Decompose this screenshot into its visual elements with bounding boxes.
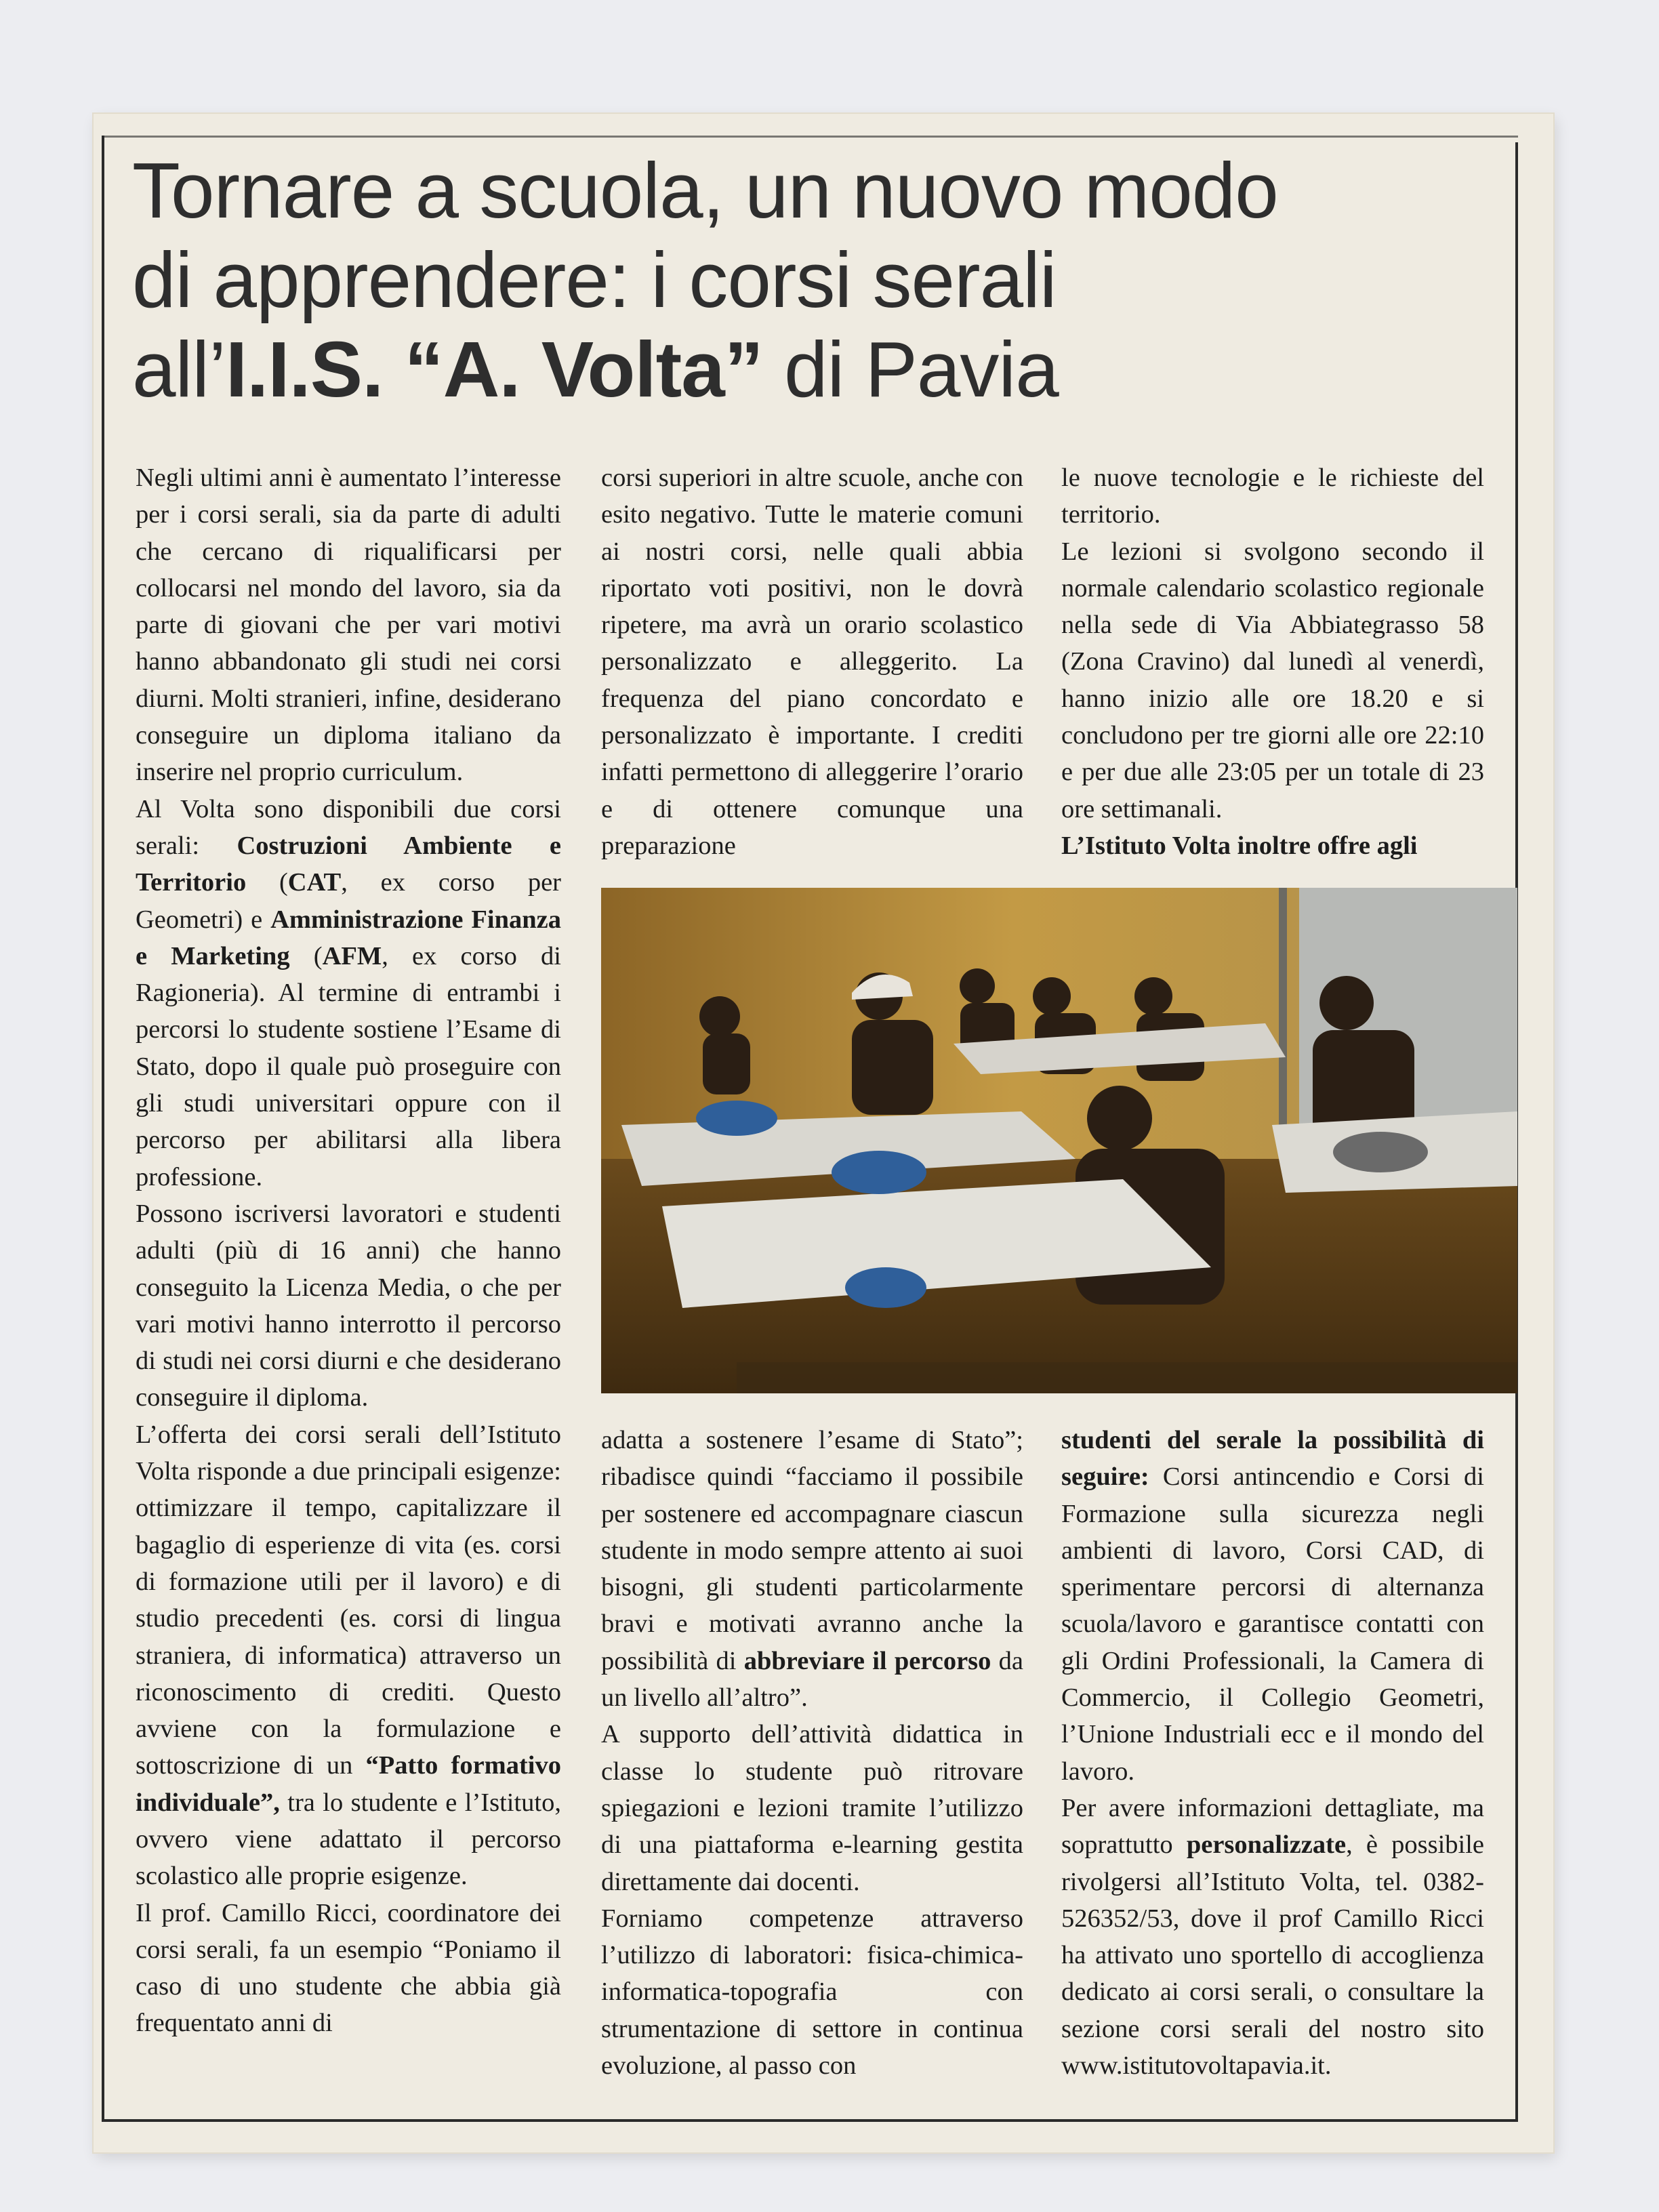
article-column-2-bottom xyxy=(601,1422,1023,2084)
classroom-photo xyxy=(601,888,1517,1393)
paragraph-coordinator: Il prof. Camillo Ricci, coordinatore dei corsi serali, fa un esempio “Poniamo il caso di uno studente che abbia già frequentato anni di xyxy=(136,1898,561,2038)
patto-formativo: “Patto formativo individuale”, xyxy=(136,1751,561,1817)
highlight-personalized: personalizzate xyxy=(1186,1830,1347,1860)
paragraph-contact xyxy=(1061,1790,1484,2084)
highlight-abbreviate: abbreviare il percorso xyxy=(743,1646,991,1675)
paragraph-labs: Forniamo competenze attraverso l’utilizzo di laboratori: fisica-chimica-informatica-topografia con strumentazione di settore in continua evoluzione, al passo con xyxy=(601,1904,1023,2081)
article-column-2-top xyxy=(601,459,1023,864)
text-run: Per avere informazioni dettagliate, ma soprattutto xyxy=(1061,1793,1484,1860)
course-name-cat: Costruzioni Ambiente e Territorio xyxy=(136,831,562,897)
text-run: da un livello all’altro”. xyxy=(601,1646,1023,1713)
text-run: , ex corso di Ragioneria). Al termine di entrambi i percorsi lo studente sostiene l’Esame di Stato, dopo il quale può proseguire con gli studi universitari oppure con il percorso per abilitarsi alla libera professione. xyxy=(136,941,561,1191)
frame-rule-left xyxy=(102,136,104,2121)
classroom-illustration xyxy=(601,888,1517,1393)
paragraph-intro: Negli ultimi anni è aumentato l’interesse per i corsi serali, sia da parte di adulti che cercano di riqualificarsi per collocarsi nel mondo del lavoro, sia da parte di giovani che per vari motivi hanno abbandonato gli studi nei corsi diurni. Molti stranieri, infine, desiderano conseguire un diploma italiano da inserire nel proprio curriculum. xyxy=(136,464,561,787)
headline-line-1: Tornare a scuola, un nuovo modo xyxy=(132,146,1278,234)
paragraph-technology: le nuove tecnologie e le richieste del territorio. xyxy=(1061,464,1484,529)
paragraph-credits: corsi superiori in altre scuole, anche con esito negativo. Tutte le materie comuni ai nostri corsi, nelle quali abbia riportato voti positivi, non le dovrà ripetere, ma avrà un orario scolastico personalizzato e alleggerito. La frequenza del piano concordato e personalizzato è importante. I crediti infatti permettono di alleggerire l’orario e di ottenere comunque una preparazione xyxy=(601,464,1023,860)
course-code-afm: AFM xyxy=(322,941,382,970)
paragraph-quote-end xyxy=(601,1422,1023,1716)
headline-school-name: I.I.S. “A. Volta” xyxy=(225,325,763,413)
headline-prefix: all’ xyxy=(132,325,226,413)
paragraph-offer-lead xyxy=(1061,827,1484,864)
paragraph-extra-courses xyxy=(1061,1422,1484,1790)
paragraph-courses xyxy=(136,791,561,1195)
article-headline xyxy=(132,146,1488,414)
text-run: , è possibile rivolgersi all’Istituto Volta, tel. 0382-526352/53, dove il prof Camillo Ricci ha attivato uno sportello di accoglienza dedicato ai corsi serali, o consultare la sezione corsi serali del nostro sito www.istitutovoltapavia.it. xyxy=(1061,1830,1484,2081)
text-run: adatta a sostenere l’esame di Stato”; ribadisce quindi “facciamo il possibile per sostenere ed accompagnare ciascun studente in modo sempre attento ai suoi bisogni, gli studenti particolarmente bravi e motivati avranno anche la possibilità di xyxy=(601,1426,1023,1675)
course-name-afm: Amministrazione Finanza e Marketing xyxy=(136,905,561,970)
headline-suffix: di Pavia xyxy=(762,325,1059,413)
text-run: ( xyxy=(246,868,288,897)
text-run: , ex corso per Geometri) e xyxy=(136,868,561,934)
offer-lead-bold: L’Istituto Volta inoltre offre agli xyxy=(1061,831,1418,860)
paragraph-elearning: A supporto dell’attività didattica in classe lo studente può ritrovare spiegazioni e lezioni tramite l’utilizzo di una piattaforma e-learning gestita direttamente dai docenti. xyxy=(601,1720,1023,1896)
paragraph-schedule: Le lezioni si svolgono secondo il normale calendario scolastico regionale nella sede di Via Abbiategrasso 58 (Zona Cravino) dal lunedì al venerdì, hanno inizio alle ore 18.20 e si concludono per tre giorni alle ore 22:10 e per due alle 23:05 per un totale di 23 ore settimanali. xyxy=(1061,537,1484,823)
text-run: tra lo studente e l’Istituto, ovvero viene adattato il percorso scolastico alle proprie esigenze. xyxy=(136,1788,561,1891)
text-run: L’offerta dei corsi serali dell’Istituto Volta risponde a due principali esigenze: ottimizzare il tempo, capitalizzare il bagaglio di esperienze di vita (es. corsi di formazione utili per il lavoro) e di studio precedenti (es. corsi di lingua straniera, di informatica) attraverso un riconoscimento di crediti. Questo avviene con la formulazione e sottoscrizione di un xyxy=(136,1420,561,1780)
text-run: Al Volta sono disponibili due corsi serali: xyxy=(136,794,561,860)
text-run: ( xyxy=(289,941,323,970)
headline-line-2: di apprendere: i corsi serali xyxy=(132,236,1057,324)
article-column-3-top xyxy=(1061,459,1484,864)
course-code-cat: CAT xyxy=(287,868,342,897)
frame-rule-bottom xyxy=(102,2119,1518,2122)
article-column-3-bottom xyxy=(1061,1422,1484,2084)
text-run: Corsi antincendio e Corsi di Formazione sulla sicurezza negli ambienti di lavoro, Corsi CAD, di sperimentare percorsi di alternanza scuola/lavoro e garantisce contatti con gli Ordini Professionali, la Camera di Commercio, il Collegio Geometri, l’Unione Industriali ecc e il mondo del lavoro. xyxy=(1061,1462,1484,1786)
offer-lead-bold-cont: studenti del serale la possibilità di seguire: xyxy=(1061,1426,1484,1492)
headline-line-3 xyxy=(132,325,1488,414)
frame-rule-top xyxy=(102,136,1518,138)
paragraph-enrollment: Possono iscriversi lavoratori e studenti adulti (più di 16 anni) che hanno conseguito la Licenza Media, o che per vari motivi hanno interrotto il percorso di studi nei corsi diurni e che desiderano conseguire il diploma. xyxy=(136,1199,561,1412)
paragraph-offer xyxy=(136,1416,561,1895)
article-column-1 xyxy=(136,459,561,2042)
